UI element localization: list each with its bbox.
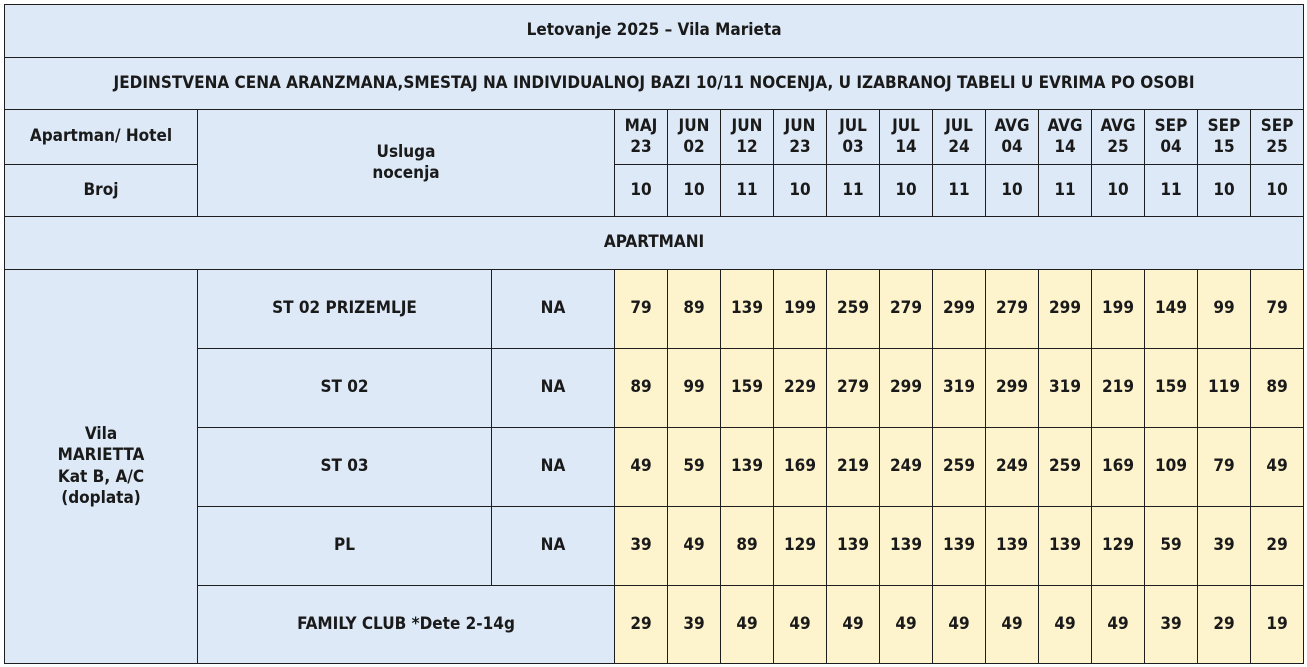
price-cell: 119 [1198,349,1251,428]
price-cell: 29 [1251,507,1304,586]
family-price-cell: 49 [1092,586,1145,664]
price-cell: 319 [1039,349,1092,428]
date-day: 14 [895,137,917,157]
date-month: JUN [784,115,816,136]
nights-count: 11 [1039,165,1092,217]
nights-count: 10 [774,165,827,217]
nights-count: 10 [880,165,933,217]
apartman-hotel-label: Apartman/ Hotel [5,110,198,165]
price-cell: 139 [721,428,774,507]
hotel-line4: (doplata) [61,487,141,508]
nights-count: 11 [721,165,774,217]
date-month: AVG [994,115,1030,136]
price-cell: 99 [668,349,721,428]
price-cell: 299 [933,270,986,349]
family-price-cell: 39 [1145,586,1198,664]
price-cell: 249 [880,428,933,507]
date-header [668,110,721,165]
price-cell: 299 [880,349,933,428]
price-cell: 109 [1145,428,1198,507]
family-price-cell: 49 [774,586,827,664]
nights-count: 11 [827,165,880,217]
price-cell: 149 [1145,270,1198,349]
price-cell: 59 [668,428,721,507]
family-price-cell: 49 [721,586,774,664]
price-cell: 229 [774,349,827,428]
date-day: 02 [683,137,705,157]
hotel-line2: MARIETTA [57,445,145,466]
date-month: JUL [892,115,920,136]
price-cell: 89 [615,349,668,428]
price-cell: 39 [615,507,668,586]
price-cell: 319 [933,349,986,428]
date-header [774,110,827,165]
date-month: JUL [839,115,867,136]
date-month: AVG [1047,115,1083,136]
date-day: 12 [736,137,758,157]
date-header [1145,110,1198,165]
date-month: AVG [1100,115,1136,136]
price-cell: 139 [827,507,880,586]
date-header [880,110,933,165]
date-month: SEP [1207,115,1241,136]
price-cell: 259 [933,428,986,507]
family-price-cell: 49 [880,586,933,664]
price-cell: 279 [986,270,1039,349]
date-header [1251,110,1304,165]
price-cell: 139 [1039,507,1092,586]
price-cell: 49 [615,428,668,507]
date-header [721,110,774,165]
hotel-name [5,270,198,664]
room-service: NA [492,349,615,428]
room-service: NA [492,270,615,349]
usluga-text: Usluga [376,141,436,162]
date-header [615,110,668,165]
price-cell: 299 [1039,270,1092,349]
family-price-cell: 39 [668,586,721,664]
family-price-cell: 49 [827,586,880,664]
date-month: MAJ [624,115,658,136]
date-day: 25 [1107,137,1129,157]
date-header [933,110,986,165]
date-day: 14 [1054,137,1076,157]
price-cell: 279 [880,270,933,349]
price-cell: 89 [1251,349,1304,428]
date-header [827,110,880,165]
price-cell: 139 [933,507,986,586]
date-month: JUN [731,115,763,136]
price-cell: 99 [1198,270,1251,349]
date-day: 25 [1266,137,1288,157]
price-cell: 89 [668,270,721,349]
room-name: ST 02 [198,349,492,428]
price-cell: 139 [880,507,933,586]
price-cell: 129 [774,507,827,586]
price-cell: 49 [1251,428,1304,507]
room-service: NA [492,428,615,507]
date-day: 23 [630,137,652,157]
price-cell: 139 [721,270,774,349]
price-cell: 159 [721,349,774,428]
date-header [1092,110,1145,165]
family-club-label: FAMILY CLUB *Dete 2-14g [198,586,615,664]
price-cell: 249 [986,428,1039,507]
family-price-cell: 19 [1251,586,1304,664]
family-price-cell: 49 [933,586,986,664]
price-cell: 169 [774,428,827,507]
price-cell: 89 [721,507,774,586]
nights-count: 10 [668,165,721,217]
price-cell: 49 [668,507,721,586]
nights-count: 10 [1092,165,1145,217]
price-cell: 259 [1039,428,1092,507]
room-name: ST 03 [198,428,492,507]
price-cell: 59 [1145,507,1198,586]
price-table [4,4,1304,664]
nocenja-text: nocenja [372,163,440,183]
date-month: SEP [1260,115,1294,136]
table-subtitle: JEDINSTVENA CENA ARANZMANA,SMESTAJ NA INDIVIDUALNOJ BAZI 10/11 NOCENJA, U IZABRANOJ TABELI U EVRIMA PO OSOBI [5,58,1304,110]
table-title: Letovanje 2025 – Vila Marieta [5,5,1304,58]
room-service: NA [492,507,615,586]
price-cell: 199 [774,270,827,349]
date-day: 03 [842,137,864,157]
price-cell: 169 [1092,428,1145,507]
price-cell: 219 [827,428,880,507]
date-day: 24 [948,137,970,157]
room-name: PL [198,507,492,586]
nights-count: 11 [933,165,986,217]
nights-count: 11 [1145,165,1198,217]
nights-count: 10 [986,165,1039,217]
family-price-cell: 29 [615,586,668,664]
usluga-nocenja-label [198,110,615,217]
price-cell: 39 [1198,507,1251,586]
date-day: 04 [1001,137,1023,157]
broj-label: Broj [5,165,198,217]
date-header [1039,110,1092,165]
room-name: ST 02 PRIZEMLJE [198,270,492,349]
price-cell: 279 [827,349,880,428]
nights-count: 10 [615,165,668,217]
price-cell: 79 [1198,428,1251,507]
price-cell: 299 [986,349,1039,428]
hotel-line1: Vila [84,424,118,444]
date-header [1198,110,1251,165]
price-cell: 199 [1092,270,1145,349]
family-price-cell: 49 [986,586,1039,664]
nights-count: 10 [1251,165,1304,217]
date-month: JUL [945,115,973,136]
section-apartmani: APARTMANI [5,217,1304,270]
date-day: 23 [789,137,811,157]
family-price-cell: 49 [1039,586,1092,664]
price-cell: 159 [1145,349,1198,428]
hotel-line3: Kat B, A/C [57,466,145,487]
date-day: 15 [1213,137,1235,157]
price-cell: 79 [615,270,668,349]
price-cell: 129 [1092,507,1145,586]
family-price-cell: 29 [1198,586,1251,664]
price-cell: 219 [1092,349,1145,428]
date-day: 04 [1160,137,1182,157]
date-month: JUN [678,115,710,136]
date-header [986,110,1039,165]
price-cell: 79 [1251,270,1304,349]
price-cell: 259 [827,270,880,349]
date-month: SEP [1154,115,1188,136]
price-cell: 139 [986,507,1039,586]
nights-count: 10 [1198,165,1251,217]
